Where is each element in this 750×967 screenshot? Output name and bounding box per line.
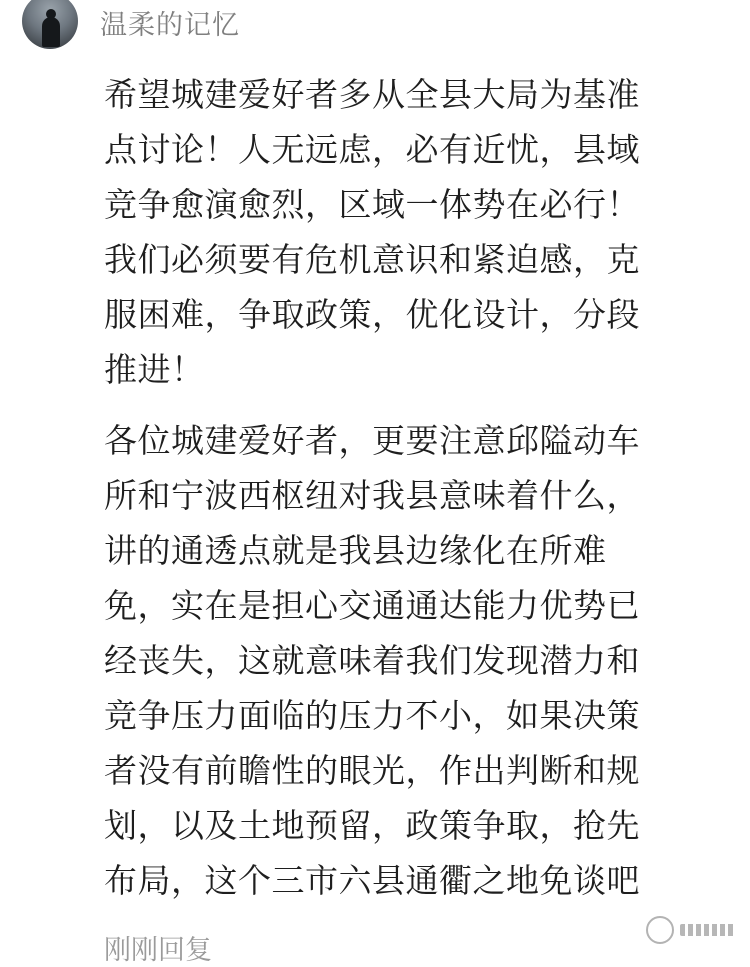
post-line: 所和宁波西枢纽对我县意味着什么， (104, 476, 640, 515)
watermark-text-mark (680, 924, 736, 936)
post-line: 划，以及土地预留，政策争取，抢先 (104, 806, 640, 845)
watermark-logo-icon (646, 916, 674, 944)
post-line: 点讨论！人无远虑，必有近忧，县域 (104, 130, 640, 169)
post-line: 希望城建爱好者多从全县大局为基准 (104, 75, 640, 114)
avatar[interactable] (22, 0, 78, 49)
post-line: 免，实在是担心交通通达能力优势已 (104, 586, 640, 625)
post-paragraph-2 (104, 413, 684, 908)
post-line: 竞争愈演愈烈，区域一体势在必行！ (104, 185, 640, 224)
post-line: 讲的通透点就是我县边缘化在所难 (104, 531, 607, 570)
post-line: 竞争压力面临的压力不小，如果决策 (104, 696, 640, 735)
reply-timestamp-link[interactable]: 刚刚回复 (104, 935, 212, 966)
post-line: 我们必须要有危机意识和紧迫感，克 (104, 240, 640, 279)
post-line: 经丧失，这就意味着我们发现潜力和 (104, 641, 640, 680)
avatar-figure (42, 17, 60, 47)
post-line: 布局，这个三市六县通衢之地免谈吧 (104, 861, 640, 900)
post-paragraph-1 (104, 67, 684, 397)
watermark (646, 916, 736, 944)
post-header (22, 0, 240, 50)
post-line: 者没有前瞻性的眼光，作出判断和规 (104, 751, 640, 790)
post-body (104, 67, 684, 908)
username[interactable]: 温柔的记忆 (100, 9, 240, 41)
post-line: 各位城建爱好者，更要注意邱隘动车 (104, 421, 640, 460)
post-line: 推进！ (104, 350, 205, 389)
post-line: 服困难，争取政策，优化设计，分段 (104, 295, 640, 334)
